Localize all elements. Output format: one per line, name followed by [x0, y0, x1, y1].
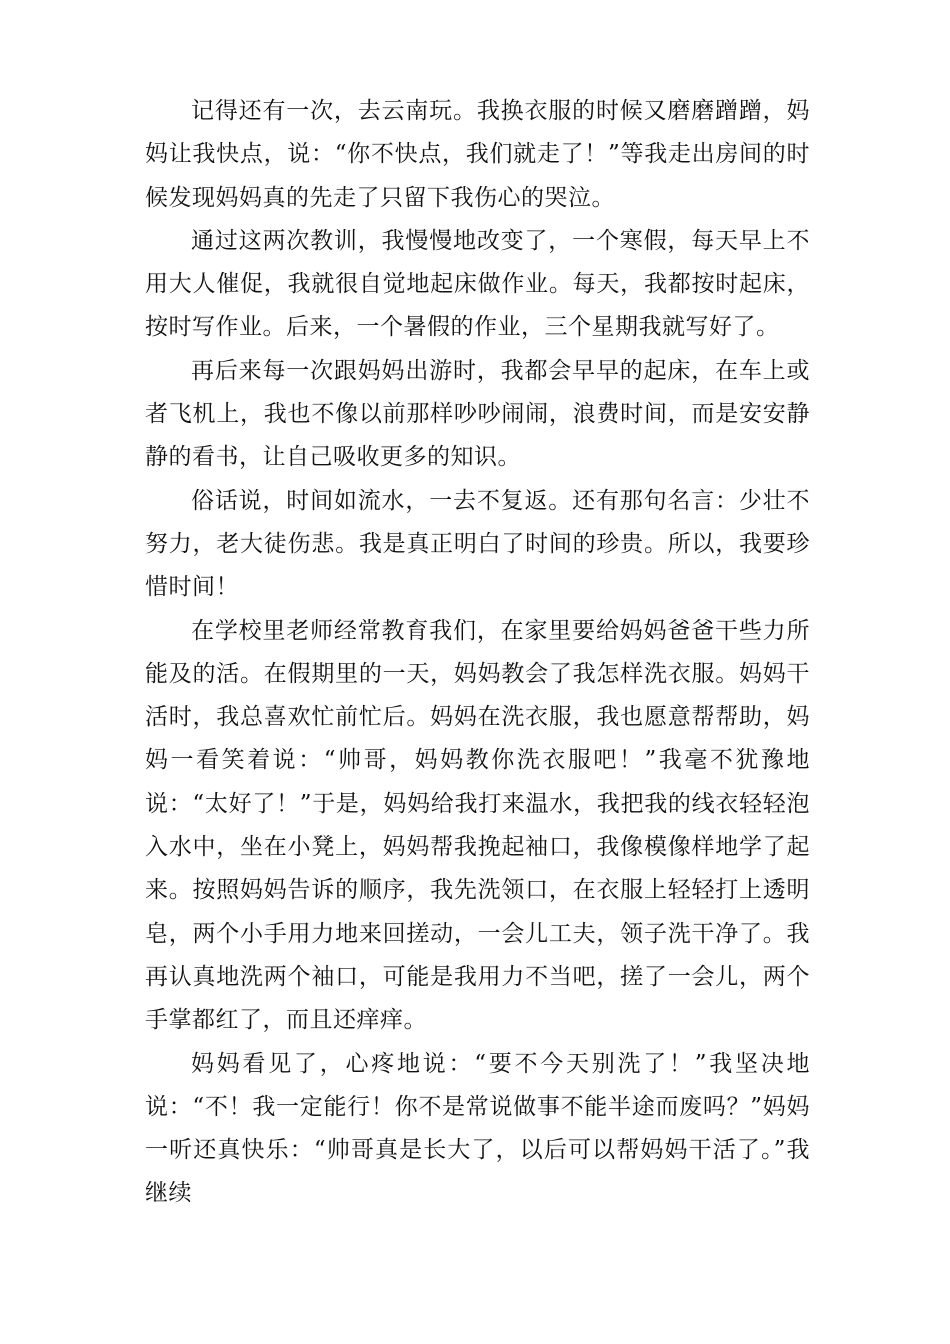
paragraph-5: 在学校里老师经常教育我们，在家里要给妈妈爸爸干些力所能及的活。在假期里的一天，妈妈教会了我怎样洗衣服。妈妈干活时，我总喜欢忙前忙后。妈妈在洗衣服，我也愿意帮帮助，妈妈一看笑着说：“帅哥，妈妈教你洗衣服吧！”我毫不犹豫地说：“太好了！”于是，妈妈给我打来温水，我把我的线衣轻轻泡入水中，坐在小凳上，妈妈帮我挽起袖口，我像模像样地学了起来。按照妈妈告诉的顺序，我先洗领口，在衣服上轻轻打上透明皂，两个小手用力地来回搓动，一会儿工夫，领子洗干净了。我再认真地洗两个袖口，可能是我用力不当吧，搓了一会儿，两个手掌都红了，而且还痒痒。 — [145, 617, 810, 1034]
paragraph-6: 妈妈看见了，心疼地说：“要不今天别洗了！”我坚决地说：“不！我一定能行！你不是常说做事不能半途而废吗？”妈妈一听还真快乐：“帅哥真是长大了，以后可以帮妈妈干活了。”我继续 — [145, 1050, 810, 1207]
paragraph-1: 记得还有一次，去云南玩。我换衣服的时候又磨磨蹭蹭，妈妈让我快点，说：“你不快点，我们就走了！”等我走出房间的时候发现妈妈真的先走了只留下我伤心的哭泣。 — [145, 98, 810, 211]
document-body — [145, 90, 810, 1216]
paragraph-4: 俗话说，时间如流水，一去不复返。还有那句名言：少壮不努力，老大徒伤悲。我是真正明白了时间的珍贵。所以，我要珍惜时间！ — [145, 487, 810, 601]
paragraph-2: 通过这两次教训，我慢慢地改变了，一个寒假，每天早上不用大人催促，我就很自觉地起床做作业。每天，我都按时起床，按时写作业。后来，一个暑假的作业，三个星期我就写好了。 — [145, 227, 810, 341]
paragraph-3: 再后来每一次跟妈妈出游时，我都会早早的起床，在车上或者飞机上，我也不像以前那样吵吵闹闹，浪费时间，而是安安静静的看书，让自己吸收更多的知识。 — [145, 357, 810, 471]
